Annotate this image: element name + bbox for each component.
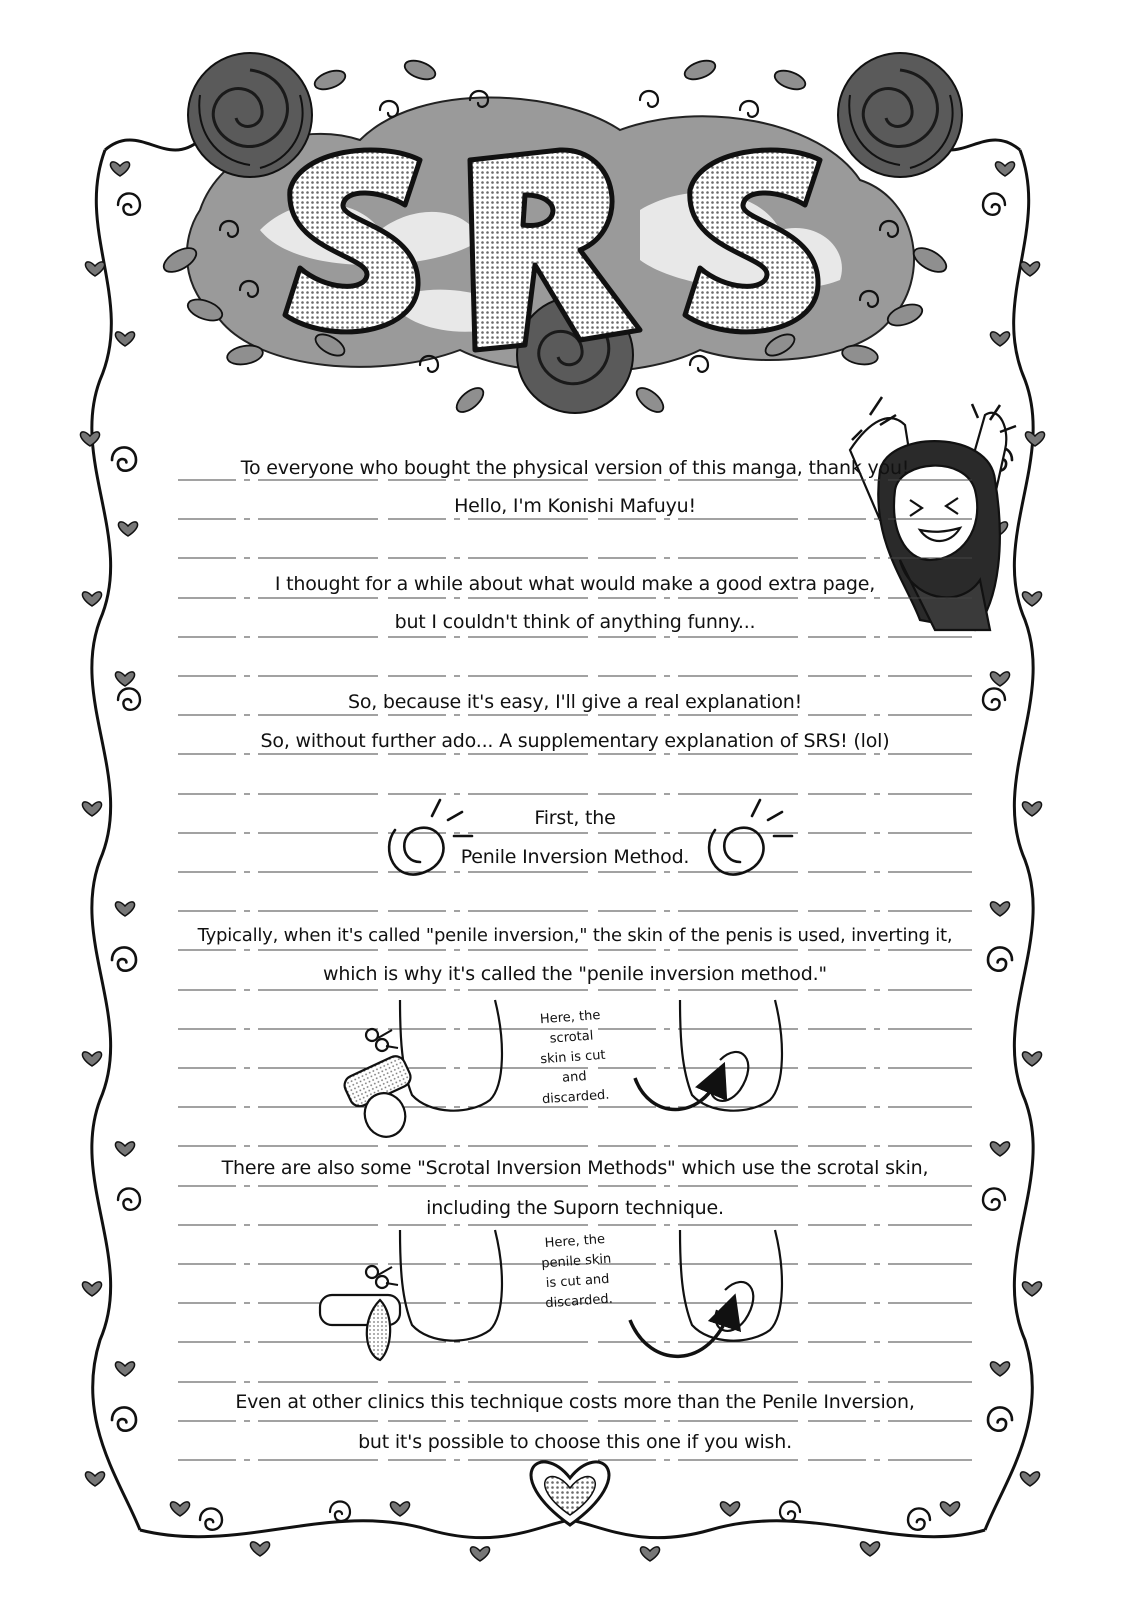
note-1-line: discarded. [541, 1087, 610, 1108]
text-line-6: So, without further ado... A supplementary explanation of SRS! (lol) [260, 730, 890, 752]
text-line-1: To everyone who bought the physical version of this manga, thank you! [240, 457, 910, 479]
note-2-line: Here, the [544, 1231, 606, 1252]
diagram-note-1 [515, 1004, 632, 1111]
text-line-13: Even at other clinics this technique costs more than the Penile Inversion, [235, 1391, 915, 1413]
note-1-line: and [561, 1069, 588, 1086]
note-2-line: discarded. [544, 1291, 614, 1312]
diagram-2-before [320, 1230, 502, 1360]
text-line-12: including the Suporn technique. [426, 1197, 724, 1219]
text-line-9: Typically, when it's called "penile inversion," the skin of the penis is used, inverting it, [197, 925, 953, 946]
heading-line-1: First, the [534, 807, 616, 829]
diagram-note-2 [519, 1228, 634, 1315]
diagram-1-after [635, 1000, 782, 1111]
text-line-11: There are also some "Scrotal Inversion Methods" which use the scrotal skin, [221, 1157, 929, 1179]
note-2-line: is cut and [545, 1271, 610, 1292]
text-line-5: So, because it's easy, I'll give a real explanation! [347, 691, 803, 713]
note-2-line: penile skin [540, 1251, 612, 1272]
text-line-10: which is why it's called the "penile inversion method." [323, 963, 827, 985]
diagram-1-before [341, 1000, 502, 1143]
text-line-2: Hello, I'm Konishi Mafuyu! [454, 495, 696, 517]
note-1-line: skin is cut [539, 1047, 607, 1068]
note-1-line: Here, the [539, 1008, 601, 1028]
heading-line-2: Penile Inversion Method. [460, 846, 690, 868]
text-line-4: but I couldn't think of anything funny... [394, 611, 756, 633]
note-1-line: scrotal [549, 1028, 594, 1047]
diagram-2-after [630, 1230, 782, 1356]
text-line-14: but it's possible to choose this one if you wish. [358, 1431, 792, 1453]
text-line-3: I thought for a while about what would make a good extra page, [274, 573, 876, 595]
